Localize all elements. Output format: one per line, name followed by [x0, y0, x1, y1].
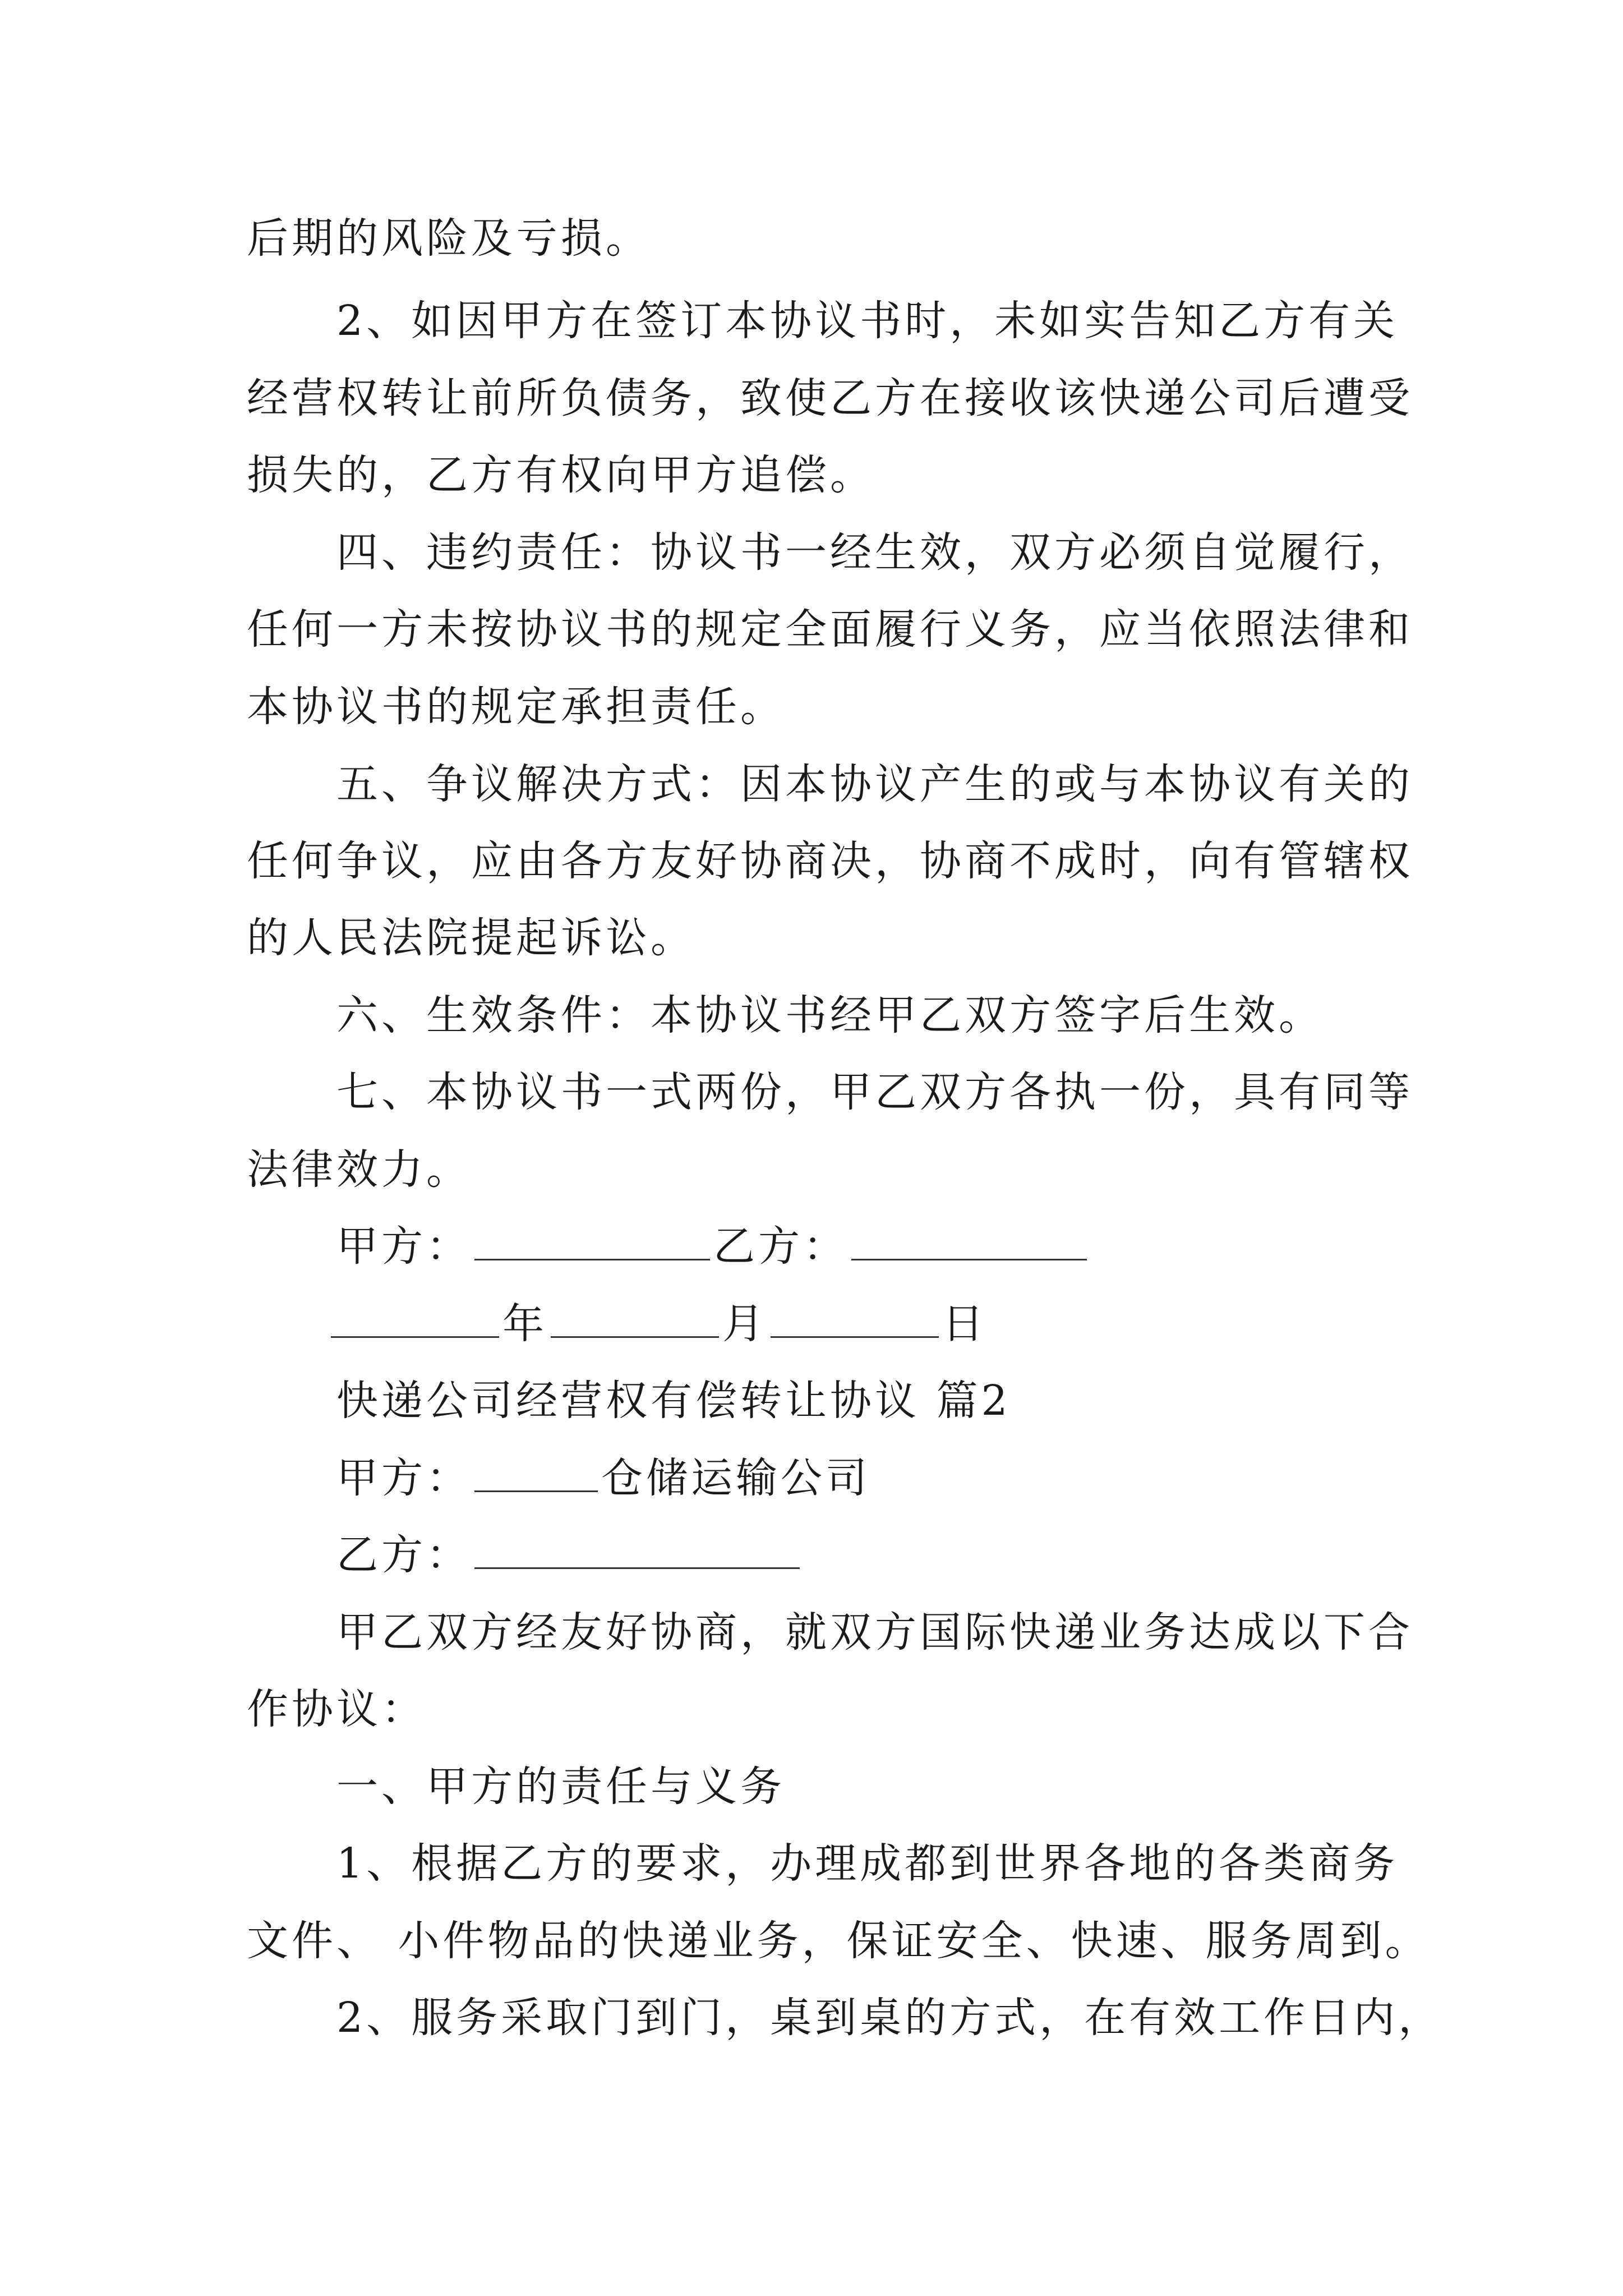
party-b-label: 乙方：: [336, 1531, 471, 1579]
party-b-label: 乙方：: [713, 1222, 848, 1271]
signature-row: [336, 1218, 1486, 1274]
day-blank[interactable]: [771, 1297, 939, 1338]
text-line: 2、服务采取门到门，桌到桌的方式，在有效工作日内，: [336, 1994, 1444, 2042]
text-line: 七、本协议书一式两份，甲乙双方各执一份，具有同等: [336, 1068, 1413, 1116]
party-a-label: 甲方：: [336, 1454, 471, 1502]
party-b-signature-blank[interactable]: [851, 1220, 1087, 1260]
party-b-name-blank[interactable]: [474, 1528, 800, 1569]
text-line: 损失的，乙方有权向甲方追偿。: [247, 451, 875, 499]
month-label: 月: [722, 1300, 767, 1348]
text-line: 的人民法院提起诉讼。: [247, 914, 695, 962]
text-line: 六、生效条件：本协议书经甲乙双方签字后生效。: [336, 991, 1324, 1039]
text-line: 经营权转让前所负债务，致使乙方在接收该快递公司后遭受: [247, 374, 1413, 422]
text-line: 1、根据乙方的要求，办理成都到世界各地的各类商务: [336, 1839, 1399, 1888]
party-a-row: [336, 1450, 1486, 1506]
month-blank[interactable]: [551, 1297, 719, 1338]
text-line: 本协议书的规定承担责任。: [247, 683, 785, 731]
text-line: 五、争议解决方式：因本协议产生的或与本协议有关的: [336, 760, 1413, 808]
year-blank[interactable]: [331, 1297, 499, 1338]
day-label: 日: [942, 1300, 987, 1348]
party-a-signature-blank[interactable]: [474, 1220, 710, 1260]
party-a-label: 甲方：: [336, 1222, 471, 1271]
section-title: 快递公司经营权有偿转让协议 篇2: [336, 1377, 1011, 1425]
text-line: 作协议：: [247, 1685, 426, 1733]
year-label: 年: [502, 1300, 547, 1348]
text-line: 2、如因甲方在签订本协议书时，未如实告知乙方有关: [336, 297, 1399, 345]
party-a-name-blank[interactable]: [474, 1451, 598, 1492]
text-line: 甲乙双方经友好协商，就双方国际快递业务达成以下合: [336, 1608, 1413, 1657]
party-b-row: [336, 1527, 1486, 1583]
date-row: [331, 1296, 1481, 1352]
text-line: 任何争议，应由各方友好协商决，协商不成时，向有管辖权: [247, 837, 1413, 885]
text-line: 后期的风险及亏损。: [247, 214, 651, 263]
text-line: 法律效力。: [247, 1145, 471, 1194]
text-line: 任何一方未按协议书的规定全面履行义务，应当依照法律和: [247, 605, 1413, 654]
text-line: 四、违约责任：协议书一经生效，双方必须自觉履行，: [336, 528, 1413, 577]
text-line: 文件、 小件物品的快递业务，保证安全、快速、服务周到。: [247, 1917, 1430, 1965]
party-a-suffix: 仓储运输公司: [601, 1454, 870, 1502]
text-line: 一、甲方的责任与义务: [336, 1763, 785, 1811]
